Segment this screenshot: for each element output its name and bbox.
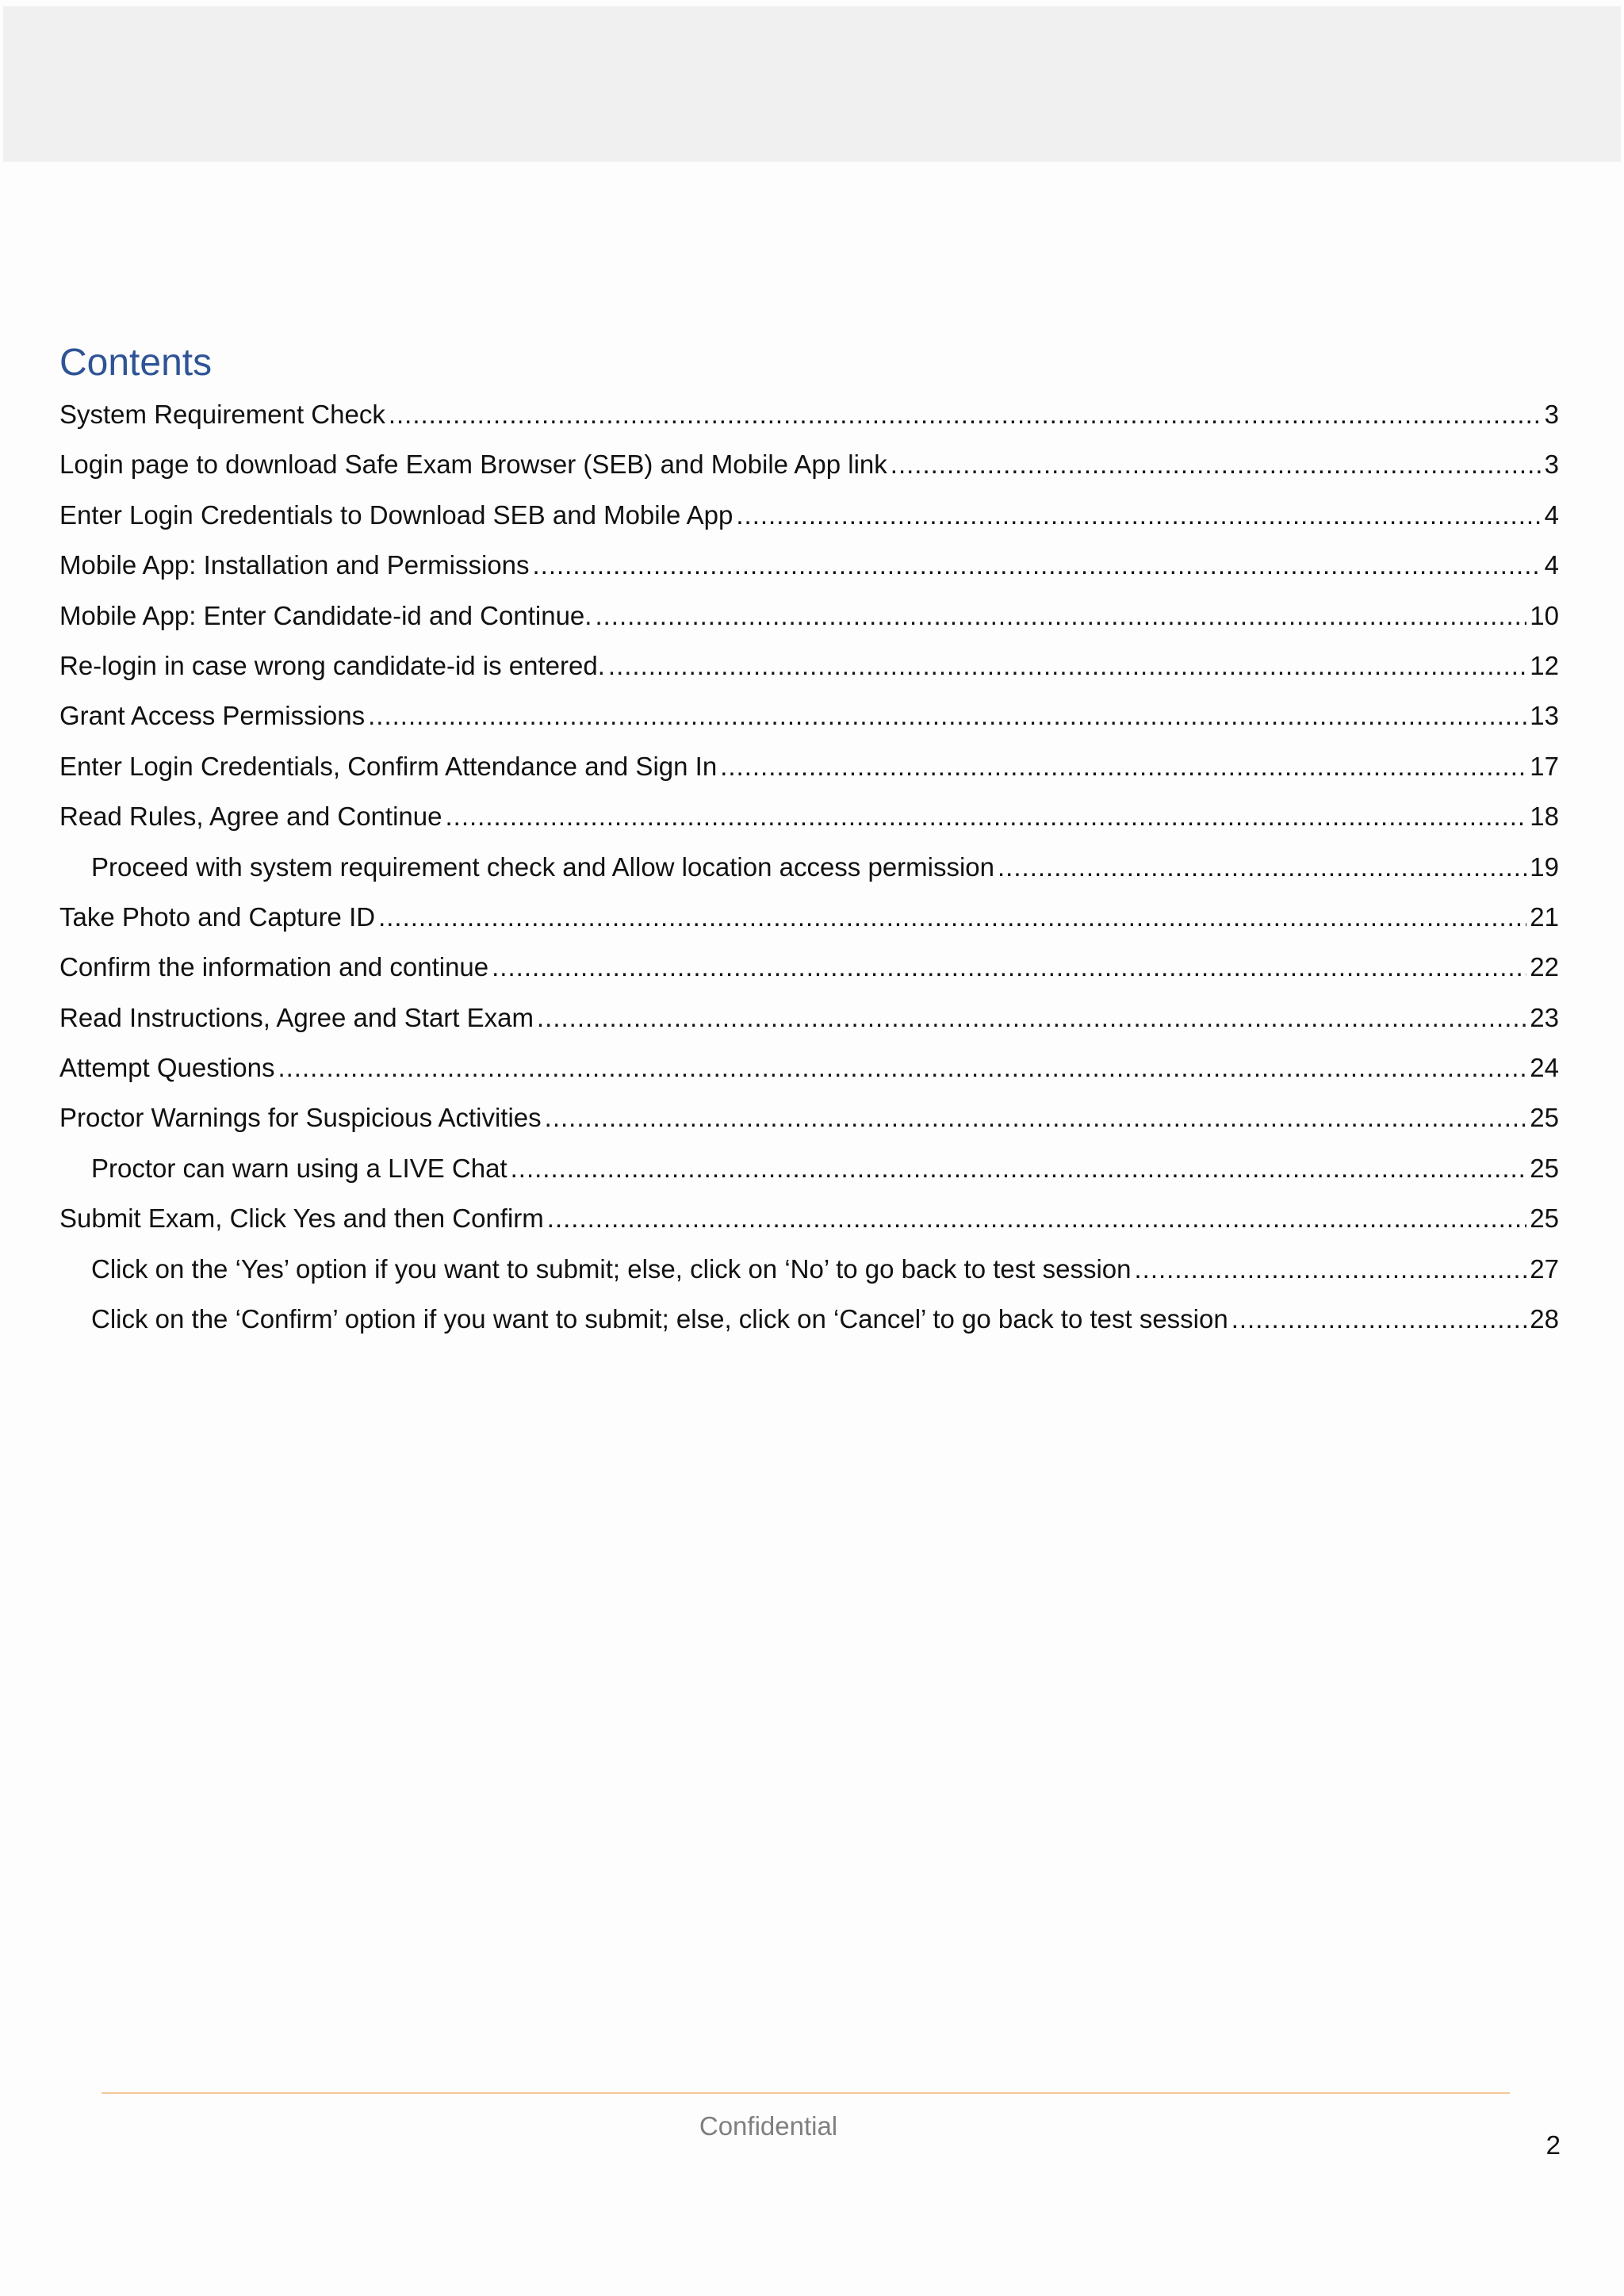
toc-subentry[interactable] (59, 1294, 1559, 1344)
toc-dot-leader (378, 892, 1526, 942)
toc-entry-page: 23 (1530, 1002, 1559, 1032)
toc-entry[interactable] (59, 439, 1559, 489)
toc-entry[interactable] (59, 389, 1559, 439)
toc-dot-leader (537, 993, 1526, 1043)
toc-entry-page: 4 (1544, 499, 1559, 530)
toc-dot-leader (608, 641, 1526, 691)
toc-subentry[interactable] (59, 842, 1559, 892)
toc-entry-page: 3 (1544, 400, 1559, 429)
toc-subentry[interactable] (59, 1244, 1559, 1294)
toc-entry[interactable] (59, 540, 1559, 590)
toc-dot-leader (533, 540, 1542, 590)
toc-entry-title: Re-login in case wrong candidate-id is entered. (59, 650, 605, 680)
toc-dot-leader (1135, 1244, 1527, 1294)
toc-entry-title: Proctor Warnings for Suspicious Activities (59, 1103, 542, 1133)
toc-entry-title: Enter Login Credentials to Download SEB and Mobile App (59, 499, 733, 530)
toc-entry-page: 4 (1544, 550, 1559, 580)
toc-entry-title: Click on the ‘Yes’ option if you want to submit; else, click on ‘No’ to go back to test session (91, 1253, 1132, 1284)
toc-entry[interactable] (59, 591, 1559, 641)
toc-entry-page: 22 (1530, 952, 1559, 982)
toc-entry-page: 28 (1530, 1304, 1559, 1334)
toc-entry-title: Submit Exam, Click Yes and then Confirm (59, 1203, 544, 1234)
toc-entry-title: Click on the ‘Confirm’ option if you want to submit; else, click on ‘Cancel’ to go back to test session (91, 1304, 1228, 1334)
toc-entry-title: Attempt Questions (59, 1053, 275, 1083)
toc-dot-leader (720, 741, 1526, 791)
toc-dot-leader (492, 942, 1526, 992)
toc-entry-title: Take Photo and Capture ID (59, 901, 376, 932)
toc-entry-title: Confirm the information and continue (59, 952, 489, 982)
toc-dot-leader (998, 842, 1526, 892)
toc-entry[interactable] (59, 691, 1559, 740)
toc-entry[interactable] (59, 1093, 1559, 1142)
toc-entry-title: Grant Access Permissions (59, 701, 366, 731)
toc-entry-page: 24 (1530, 1053, 1559, 1083)
toc-dot-leader (545, 1093, 1527, 1142)
toc-entry[interactable] (59, 741, 1559, 791)
toc-entry-title: Mobile App: Enter Candidate-id and Continue. (59, 600, 592, 630)
toc-dot-leader (1231, 1294, 1527, 1344)
toc-entry-page: 3 (1544, 450, 1559, 480)
toc-entry-page: 25 (1530, 1203, 1559, 1234)
page-header-band (3, 6, 1621, 162)
toc-entry-page: 25 (1530, 1153, 1559, 1183)
toc-entry-page: 10 (1530, 600, 1559, 630)
toc-dot-leader (547, 1193, 1527, 1243)
toc-entry-title: Login page to download Safe Exam Browser (SEB) and Mobile App link (59, 450, 887, 480)
toc-entry[interactable] (59, 1193, 1559, 1243)
toc-entry-page: 21 (1530, 901, 1559, 932)
toc-entry-title: Proceed with system requirement check and Allow location access permission (91, 851, 995, 882)
toc-dot-leader (278, 1043, 1526, 1093)
toc-dot-leader (595, 591, 1526, 641)
toc-entry[interactable] (59, 1043, 1559, 1093)
toc-entry-title: Enter Login Credentials, Confirm Attendance and Sign In (59, 751, 718, 781)
toc-entry[interactable] (59, 892, 1559, 942)
toc-entry[interactable] (59, 993, 1559, 1043)
footer-confidential-label: Confidential (699, 2111, 838, 2141)
toc-dot-leader (891, 439, 1542, 489)
toc-entry-title: Proctor can warn using a LIVE Chat (91, 1153, 508, 1183)
toc-entry[interactable] (59, 942, 1559, 992)
toc-dot-leader (389, 389, 1542, 439)
table-of-contents (59, 389, 1559, 1344)
toc-entry-page: 12 (1530, 650, 1559, 680)
toc-entry-page: 18 (1530, 802, 1559, 832)
toc-entry-page: 27 (1530, 1253, 1559, 1284)
toc-entry-page: 25 (1530, 1103, 1559, 1133)
toc-entry-title: Mobile App: Installation and Permissions (59, 550, 530, 580)
toc-dot-leader (511, 1143, 1527, 1193)
toc-entry[interactable] (59, 490, 1559, 540)
toc-subentry[interactable] (59, 1143, 1559, 1193)
toc-heading: Contents (59, 342, 213, 384)
toc-entry[interactable] (59, 791, 1559, 841)
toc-entry-page: 19 (1530, 851, 1559, 882)
toc-entry[interactable] (59, 641, 1559, 691)
toc-dot-leader (446, 791, 1527, 841)
toc-dot-leader (368, 691, 1526, 740)
toc-entry-title: Read Rules, Agree and Continue (59, 802, 442, 832)
toc-entry-page: 13 (1530, 701, 1559, 731)
toc-entry-page: 17 (1530, 751, 1559, 781)
toc-dot-leader (736, 490, 1541, 540)
toc-entry-title: Read Instructions, Agree and Start Exam (59, 1002, 534, 1032)
footer-divider (102, 2092, 1510, 2094)
toc-entry-title: System Requirement Check (59, 400, 385, 429)
page-number: 2 (1545, 2130, 1561, 2160)
